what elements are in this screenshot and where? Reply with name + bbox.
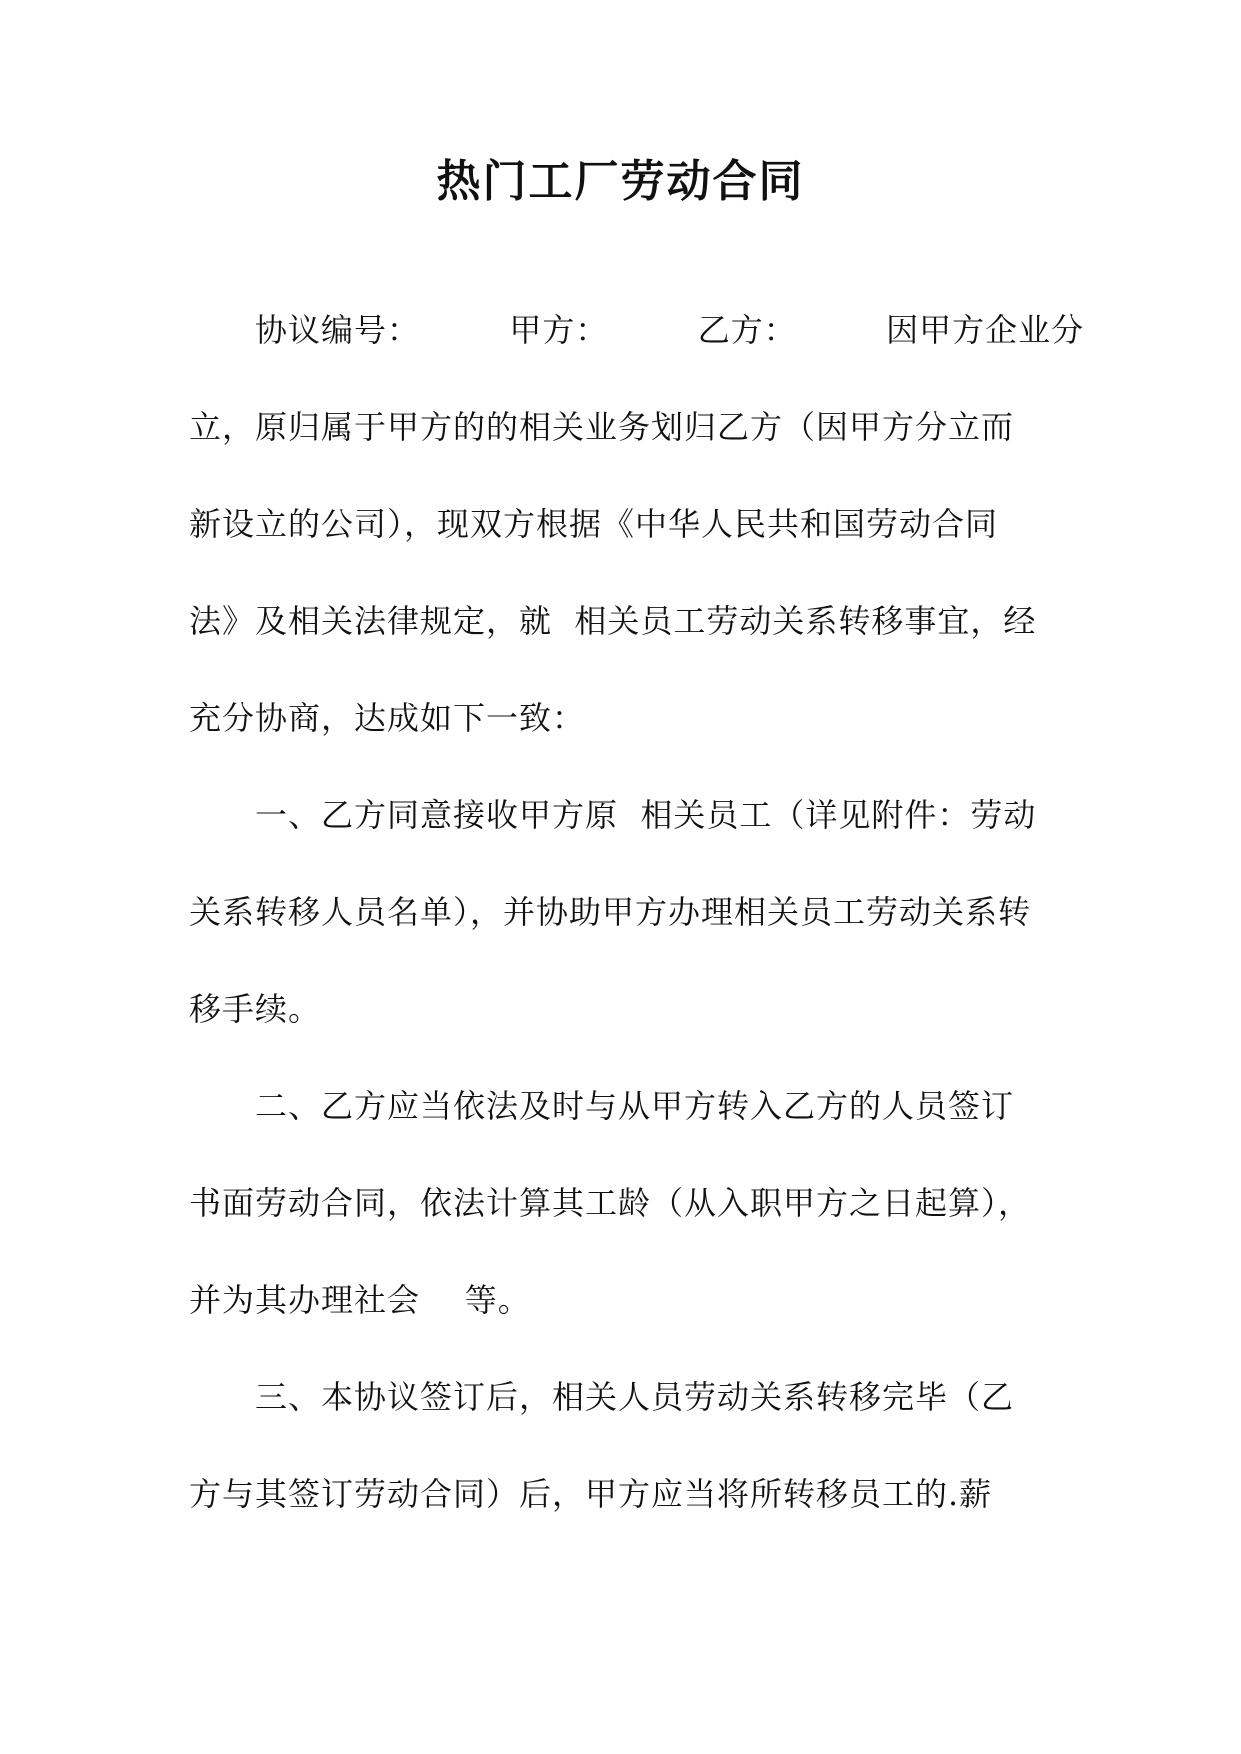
clause-3-line: 三、本协议签订后，相关人员劳动关系转移完毕（乙 — [255, 1378, 1015, 1416]
body-line: 移手续。 — [189, 990, 322, 1028]
body-line: 方与其签订劳动合同）后，甲方应当将所转移员工的.薪 — [189, 1475, 993, 1513]
document-title: 热门工厂劳动合同 — [436, 156, 805, 207]
body-line: 立，原归属于甲方的的相关业务划归乙方（因甲方分立而 — [189, 408, 1015, 446]
clause-2-line: 二、乙方应当依法及时与从甲方转入乙方的人员签订 — [255, 1087, 1015, 1125]
body-line: 并为其办理社会 等。 — [189, 1281, 531, 1319]
clause-1-line: 一、乙方同意接收甲方原 相关员工（详见附件：劳动 — [255, 796, 1037, 834]
body-line: 法》及相关法律规定，就 相关员工劳动关系转移事宜，经 — [189, 602, 1037, 640]
body-line: 关系转移人员名单），并协助甲方办理相关员工劳动关系转 — [189, 893, 1032, 931]
body-line: 新设立的公司），现双方根据《中华人民共和国劳动合同 — [189, 505, 999, 543]
body-line: 协议编号： 甲方： 乙方： 因甲方企业分 — [255, 311, 1085, 349]
body-line: 书面劳动合同，依法计算其工龄（从入职甲方之日起算）， — [189, 1184, 1032, 1222]
body-line: 充分协商，达成如下一致： — [189, 699, 586, 737]
